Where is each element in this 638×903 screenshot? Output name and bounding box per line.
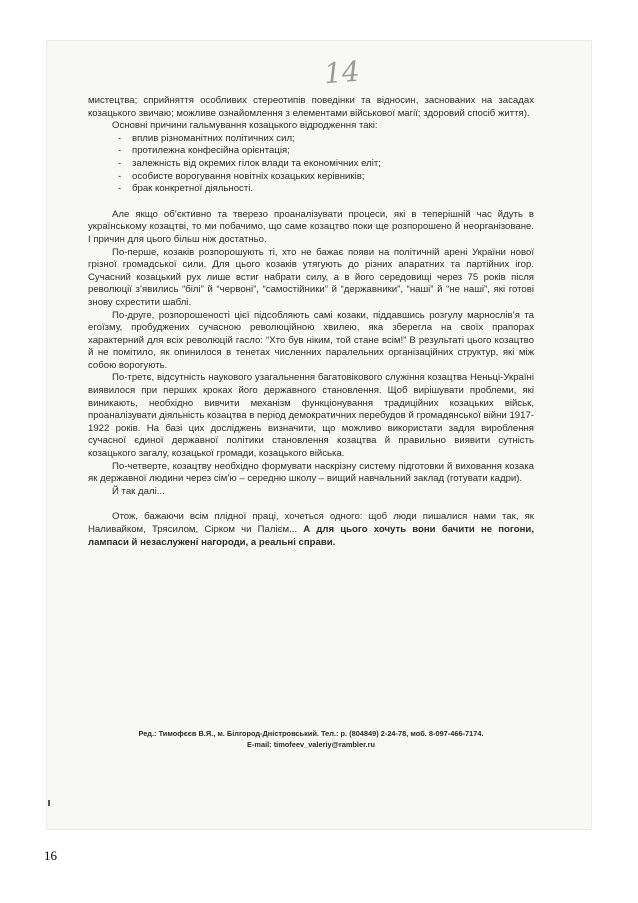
article-body [88, 95, 534, 549]
list-item: - брак конкретної діяльності. [118, 183, 534, 196]
paragraph-third: По-третє, відсутність наукового узагальнення багатовікового служіння козацтва Неньці-Україні виявилося при перших кроках його державного становлення. Щоб вирішувати проблеми, які виникають, необхідно вивчити механізм функціонування традиційних козацьких військ, проаналізувати діяльність козацтва в період демократичних перебудов й громадянської війни 1917-1922 років. На базі цих досліджень визначити, що можливо використати задля вироблення сучасної єдиної державної політики становлення козацтва й правильно виявити сутність козацького загалу, козацької громади, козацького війська. [88, 372, 534, 460]
paragraph-causes-heading: Основні причини гальмування козацького відродження такі: [112, 120, 378, 132]
paragraph-fourth: По-четверте, козацтву необхідно формувати наскрізну систему підготовки й виховання козака як державної людини через сім’ю – середню школу – вищий навчальний заклад (готувати кадри). [88, 460, 534, 485]
paragraph-first: По-перше, козаків розпорошують ті, хто не бажає появи на політичній арені України нової грізної громадської сили. Для цього козаків утягують до різних апаратних та партійних ігор. Сучасний козацький рух лише встиг набрати силу, а в його середовищі через 75 років після революції з’явились “білі” й “червоні”, “самостійники” й “державники”, “наші” й “не наші”, які готові знову схрестити шаблі. [88, 246, 534, 308]
handwritten-page-mark: 14 [322, 54, 361, 91]
paragraph-etc: Й так далі... [112, 485, 165, 497]
editor-footer [88, 728, 534, 750]
list-item: - особисте ворогування новітніх козацьких керівників; [118, 171, 534, 184]
paragraph-intro-continuation: мистецтва; сприйняття особливих стереотипів поведінки та відносин, заснованих на засадах козацького звичаю; можливе ознайомлення з елементами військової магії; здоровий спосіб життя). [88, 95, 534, 119]
list-item: - протилежна конфесійна орієнтація; [118, 145, 534, 158]
editor-contact: Ред.: Тимофєєв В.Я., м. Білгород-Дністровський. Тел.: р. (804849) 2-24-78, моб. 8-097-466-7174. [138, 729, 484, 738]
paragraph-conclusion [88, 511, 534, 549]
editor-email: E-mail: timofeev_valeriy@rambler.ru [247, 740, 375, 749]
list-item: - вплив різноманітних політичних сил; [118, 133, 534, 146]
causes-list [88, 133, 534, 196]
list-item: - залежність від окремих гілок влади та економічних еліт; [118, 158, 534, 171]
paragraph-analysis: Але якщо об’єктивно та тверезо проаналізувати процеси, які в теперішній час йдуть в українському козацтві, то ми побачимо, що саме козацтво поки ще розпорошено й неорганізоване. І причин для цього більш ніж достатньо. [88, 208, 534, 245]
scan-artifact [48, 800, 50, 806]
conclusion-text: Отож, бажаючи всім плідної праці, хочеться одного: щоб люди пишалися нами так, як Наливайком, Трясилом, Сірком чи Палієм... [88, 511, 534, 535]
paragraph-second: По-друге, розпорошеності цієї підсобляють самі козаки, піддавшись розгулу марнослів’я та егоїзму, пробуджених сучасною революційною хвилею, яка зберегла на своїх прапорах характерний для всіх революцій гасло: “Хто був ніким, той стане всім!” В результаті цього козацтво й не помітило, як опинилося в тенетах численних паралельних організаційних структур, які між собою ворогують. [88, 309, 534, 371]
conclusion-bold-text: А для цього хочуть вони бачити не погони, лампаси й незаслужені нагороди, а реальні справи. [88, 524, 535, 548]
page-number: 16 [44, 848, 57, 863]
